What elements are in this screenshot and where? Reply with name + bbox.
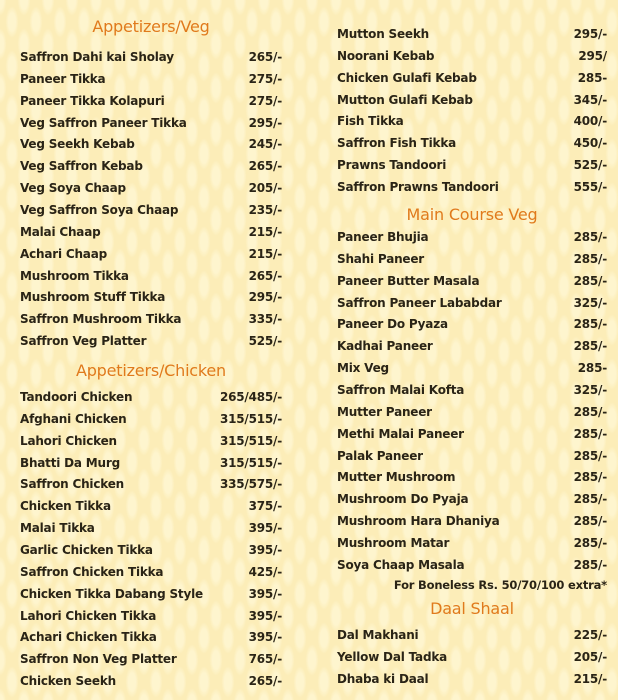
menu-item: [337, 510, 607, 532]
menu-item: [20, 155, 282, 177]
menu-item-price: 765/-: [248, 652, 282, 667]
menu-item-price: 275/-: [248, 93, 282, 108]
section-title-daal-shaal: Daal Shaal: [430, 599, 514, 618]
menu-item: [337, 466, 607, 488]
menu-item-name: Tandoori Chicken: [20, 390, 133, 404]
menu-item-name: Mutter Paneer: [337, 404, 432, 419]
menu-item-name: Soya Chaap Masala: [337, 557, 465, 572]
menu-item-name: Afghani Chicken: [20, 411, 127, 426]
menu-item-price: 525/-: [573, 158, 607, 173]
section-title-main-course-veg: Main Course Veg: [406, 205, 538, 224]
menu-item-price: 265/-: [248, 268, 282, 283]
menu-item-price: 205/-: [248, 181, 282, 196]
menu-item-name: Mushroom Tikka: [20, 268, 129, 283]
boneless-note: For Boneless Rs. 50/70/100 extra*: [393, 578, 607, 592]
menu-item: [337, 532, 607, 554]
menu-item-name: Malai Chaap: [20, 224, 101, 239]
menu-item: [337, 89, 607, 111]
menu-item: [20, 539, 282, 561]
menu-item-price: 285/-: [573, 514, 607, 529]
menu-item: [20, 221, 282, 243]
menu-item-price: 285/-: [573, 339, 607, 354]
menu-item-name: Prawns Tandoori: [337, 158, 447, 173]
menu-item-price: 295/: [578, 48, 607, 63]
menu-item: [20, 605, 282, 627]
menu-item-name: Mix Veg: [337, 361, 389, 376]
menu-item: [20, 90, 282, 112]
menu-item-price: 285/-: [573, 470, 607, 485]
menu-item-name: Mutter Mushroom: [337, 470, 456, 485]
menu-item-price: 225/-: [573, 628, 607, 642]
menu-item: [337, 154, 607, 176]
menu-item-price: 285/-: [573, 273, 607, 288]
menu-item-price: 555/-: [573, 179, 607, 194]
menu-item: [337, 23, 607, 45]
menu-item-name: Saffron Non Veg Platter: [20, 652, 177, 667]
menu-item-price: 325/-: [573, 382, 607, 397]
menu-item: [337, 292, 607, 314]
menu-item-price: 315/515/-: [219, 433, 282, 448]
menu-item-name: Mutton Seekh: [337, 27, 429, 41]
menu-item-price: 265/-: [248, 159, 282, 174]
menu-item-price: 215/-: [573, 671, 607, 686]
menu-item: [20, 430, 282, 452]
menu-item-name: Saffron Chicken Tikka: [20, 564, 164, 579]
menu-item-price: 335/575/-: [219, 477, 282, 492]
menu-item-price: 285/-: [573, 404, 607, 419]
menu-item: [337, 67, 607, 89]
menu-item-name: Mushroom Matar: [337, 535, 450, 550]
menu-item-price: 285-: [577, 70, 607, 85]
menu-item-price: 315/515/-: [219, 455, 282, 470]
menu-item-price: 285/-: [573, 426, 607, 441]
menu-item-name: Paneer Butter Masala: [337, 273, 480, 288]
menu-item-name: Shahi Paneer: [337, 251, 425, 266]
menu-item: [20, 473, 282, 495]
menu-item-name: Saffron Paneer Lababdar: [337, 295, 502, 310]
menu-item: [337, 668, 607, 690]
menu-item: [337, 423, 607, 445]
menu-item-name: Bhatti Da Murg: [20, 455, 120, 470]
menu-item: [20, 517, 282, 539]
menu-item-price: 215/-: [248, 224, 282, 239]
menu-item-price: 285/-: [573, 557, 607, 572]
menu-item: [20, 648, 282, 670]
menu-item-name: Chicken Seekh: [20, 674, 116, 689]
menu-item: [20, 583, 282, 605]
menu-item: [20, 626, 282, 648]
menu-item-name: Chicken Gulafi Kebab: [337, 70, 477, 85]
menu-item: [20, 308, 282, 330]
menu-item-price: 285/-: [573, 535, 607, 550]
menu-item-name: Mushroom Hara Dhaniya: [337, 514, 500, 529]
menu-item-price: 395/-: [248, 630, 282, 645]
menu-item-price: 400/-: [573, 114, 607, 129]
menu-item: [20, 265, 282, 287]
menu-item-name: Garlic Chicken Tikka: [20, 542, 153, 557]
menu-item: [20, 330, 282, 352]
menu-item-price: 395/-: [248, 521, 282, 536]
menu-item: [20, 199, 282, 221]
menu-item-name: Mushroom Stuff Tikka: [20, 290, 166, 305]
menu-item-price: 285/-: [573, 492, 607, 507]
menu-item-price: 450/-: [573, 136, 607, 151]
menu-item: [20, 495, 282, 517]
menu-item: [20, 408, 282, 430]
menu-item-price: 395/-: [248, 542, 282, 557]
menu-item-name: Fish Tikka: [337, 114, 404, 129]
menu-item-name: Veg Soya Chaap: [20, 181, 126, 196]
menu-item-name: Chicken Tikka: [20, 499, 111, 514]
menu-item-price: 285/-: [573, 230, 607, 244]
menu-item-name: Veg Saffron Kebab: [20, 159, 143, 174]
menu-item: [20, 561, 282, 583]
menu-item: [337, 488, 607, 510]
menu-item-name: Dal Makhani: [337, 628, 419, 642]
menu-item: [337, 335, 607, 357]
menu-item-name: Palak Paneer: [337, 448, 423, 463]
menu-item: [337, 132, 607, 154]
menu-item-name: Saffron Prawns Tandoori: [337, 179, 499, 194]
menu-item: [337, 401, 607, 423]
menu-item-name: Paneer Bhujia: [337, 230, 429, 244]
menu-item: [337, 248, 607, 270]
menu-item: [337, 313, 607, 335]
menu-item-name: Saffron Mushroom Tikka: [20, 312, 182, 327]
menu-item: [337, 554, 607, 576]
menu-item-name: Mutton Gulafi Kebab: [337, 92, 473, 107]
menu-item-price: 205/-: [573, 649, 607, 664]
menu-item-price: 395/-: [248, 586, 282, 601]
menu-item: [337, 110, 607, 132]
menu-item-price: 285/-: [573, 251, 607, 266]
menu-item-price: 525/-: [248, 334, 282, 349]
menu-item-name: Veg Seekh Kebab: [20, 137, 135, 152]
menu-item-name: Saffron Dahi kai Sholay: [20, 50, 174, 64]
menu-item-price: 275/-: [248, 71, 282, 86]
menu-item-price: 395/-: [248, 608, 282, 623]
menu-item-price: 265/-: [248, 674, 282, 689]
menu-item-price: 265/-: [248, 50, 282, 64]
menu-item: [20, 46, 282, 68]
menu-item-price: 265/485/-: [219, 390, 282, 404]
menu-item-price: 215/-: [248, 246, 282, 261]
menu-item-price: 285/-: [573, 448, 607, 463]
menu-item-price: 295/-: [248, 290, 282, 305]
menu-item-name: Paneer Do Pyaza: [337, 317, 448, 332]
menu-item-price: 425/-: [248, 564, 282, 579]
menu-item: [337, 270, 607, 292]
menu-item-price: 285-: [577, 361, 607, 376]
menu-item: [20, 243, 282, 265]
section-title-appetizers-chicken: Appetizers/Chicken: [75, 361, 226, 380]
menu-item: [337, 379, 607, 401]
menu-item: [337, 646, 607, 668]
menu-item: [20, 68, 282, 90]
menu-item-name: Paneer Tikka Kolapuri: [20, 93, 165, 108]
menu-item-name: Saffron Fish Tikka: [337, 136, 456, 151]
menu-item-price: 285/-: [573, 317, 607, 332]
menu-item: [20, 177, 282, 199]
menu-item: [337, 45, 607, 67]
menu-item: [20, 286, 282, 308]
menu-item-name: Malai Tikka: [20, 521, 95, 536]
menu-item-price: 375/-: [248, 499, 282, 514]
menu-item-name: Saffron Veg Platter: [20, 334, 147, 349]
section-title-appetizers-veg: Appetizers/Veg: [92, 17, 210, 36]
menu-item-name: Lahori Chicken Tikka: [20, 608, 157, 623]
menu-item-price: 315/515/-: [219, 411, 282, 426]
menu-item: [337, 226, 607, 248]
menu-item-name: Chicken Tikka Dabang Style: [20, 586, 203, 601]
menu-item: [337, 624, 607, 646]
menu-item-price: 295/-: [248, 115, 282, 130]
menu-item-name: Paneer Tikka: [20, 71, 106, 86]
menu-item-price: 325/-: [573, 295, 607, 310]
menu-item-price: 295/-: [573, 27, 607, 41]
menu-item-price: 335/-: [248, 312, 282, 327]
menu-item-name: Methi Malai Paneer: [337, 426, 464, 441]
menu-item: [20, 386, 282, 408]
menu-item-name: Saffron Chicken: [20, 477, 124, 492]
menu-item-name: Dhaba ki Daal: [337, 671, 429, 686]
menu-item-name: Noorani Kebab: [337, 48, 435, 63]
menu-item-name: Kadhai Paneer: [337, 339, 433, 354]
menu-item-name: Lahori Chicken: [20, 433, 117, 448]
menu-item: [20, 133, 282, 155]
menu-item: [20, 452, 282, 474]
menu-item-name: Yellow Dal Tadka: [337, 649, 448, 664]
menu-item-name: Achari Chicken Tikka: [20, 630, 157, 645]
menu-item-name: Achari Chaap: [20, 246, 107, 261]
menu-item-name: Veg Saffron Soya Chaap: [20, 202, 179, 217]
menu-item-price: 235/-: [248, 202, 282, 217]
menu-item: [20, 112, 282, 134]
menu-item-name: Mushroom Do Pyaja: [337, 492, 469, 507]
menu-item-price: 345/-: [573, 92, 607, 107]
menu-item: [20, 670, 282, 692]
menu-item: [337, 357, 607, 379]
menu-item-name: Veg Saffron Paneer Tikka: [20, 115, 187, 130]
menu-item-price: 245/-: [248, 137, 282, 152]
menu-item: [337, 176, 607, 198]
menu-item-name: Saffron Malai Kofta: [337, 382, 465, 397]
menu-item: [337, 445, 607, 467]
